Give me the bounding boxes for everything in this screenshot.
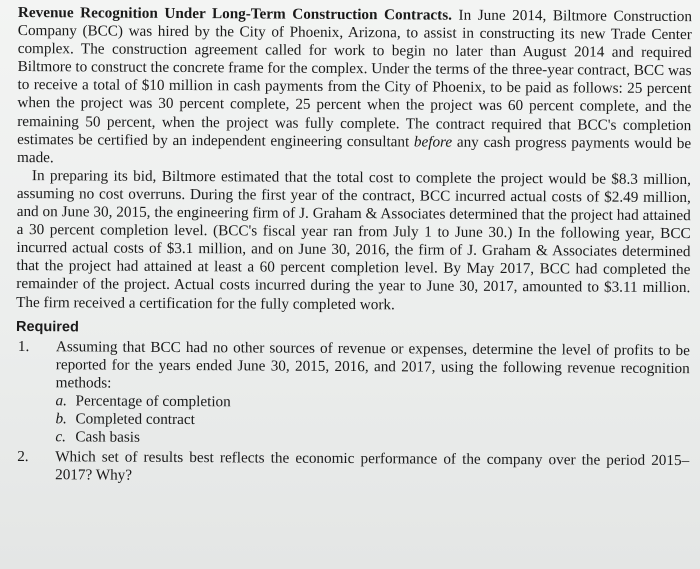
option-c: [15, 428, 689, 450]
option-text: Percentage of completion: [75, 392, 231, 411]
question-2: [15, 448, 689, 488]
question-number: 2.: [17, 448, 29, 466]
problem-text: [15, 4, 692, 489]
paragraph-2: In preparing its bid, Biltmore estimated that the total cost to complete the project would be $8.3 million, assuming no cost overruns. During the first year of the contract, BCC incurred actual costs of $2.49 million, and on June 30, 2015, the engineering firm of J. Graham & Associates determined that the project had attained a 30 percent completion level. (BCC's fiscal year ran from July 1 to June 30.) In the following year, BCC incurred actual costs of $3.1 million, and on June 30, 2016, the firm of J. Graham & Associates determined that the project had attained at least a 60 percent completion level. By May 2017, BCC had completed the remainder of the project. Actual costs incurred during the year to June 30, 2017, amounted to $3.11 million. The firm received a certification for the fully completed work.: [16, 166, 691, 313]
question-number: 1.: [17, 337, 30, 355]
question-text: Which set of results best reflects the economic performance of the company over the period 2015–2017? Why?: [55, 448, 690, 485]
required-heading: Required: [15, 318, 79, 335]
paragraph-1: [17, 4, 692, 171]
paragraph-1-end: any cash progress payments would be made.: [17, 133, 692, 166]
emphasis-before: before: [413, 133, 453, 151]
question-text: Assuming that BCC had no other sources of revenue or expenses, determine the level of profits to be reported for the years ended June 30, 2015, 2016, and 2017, using the following revenue recognition methods:: [55, 337, 690, 392]
option-letter: a.: [55, 392, 68, 410]
question-1: [16, 338, 690, 396]
paragraph-1-text: In June 2014, Biltmore Construction Company (BCC) was hired by the City of Phoenix, Arizona, to assist in constructing its new Trade Center complex. The construction agreement called for work to begin no later than August 2014 and required Biltmore to construct the concrete frame for the complex. Under the terms of the three-year contract, BCC was to receive a total of $10 million in cash payments from the City of Phoenix, to be paid as follows: 25 percent when the project was 30 percent complete, 25 percent when the project was 60 percent complete, and the remaining 50 percent, when the project was fully complete. The contract required that BCC's completion estimates be certified by an independent engineering consultant: [17, 6, 693, 151]
problem-heading: Revenue Recognition Under Long-Term Construction Contracts.: [17, 4, 453, 24]
option-text: Cash basis: [75, 428, 140, 446]
option-text: Completed contract: [75, 410, 195, 429]
option-letter: b.: [55, 410, 67, 428]
option-letter: c.: [55, 428, 66, 446]
